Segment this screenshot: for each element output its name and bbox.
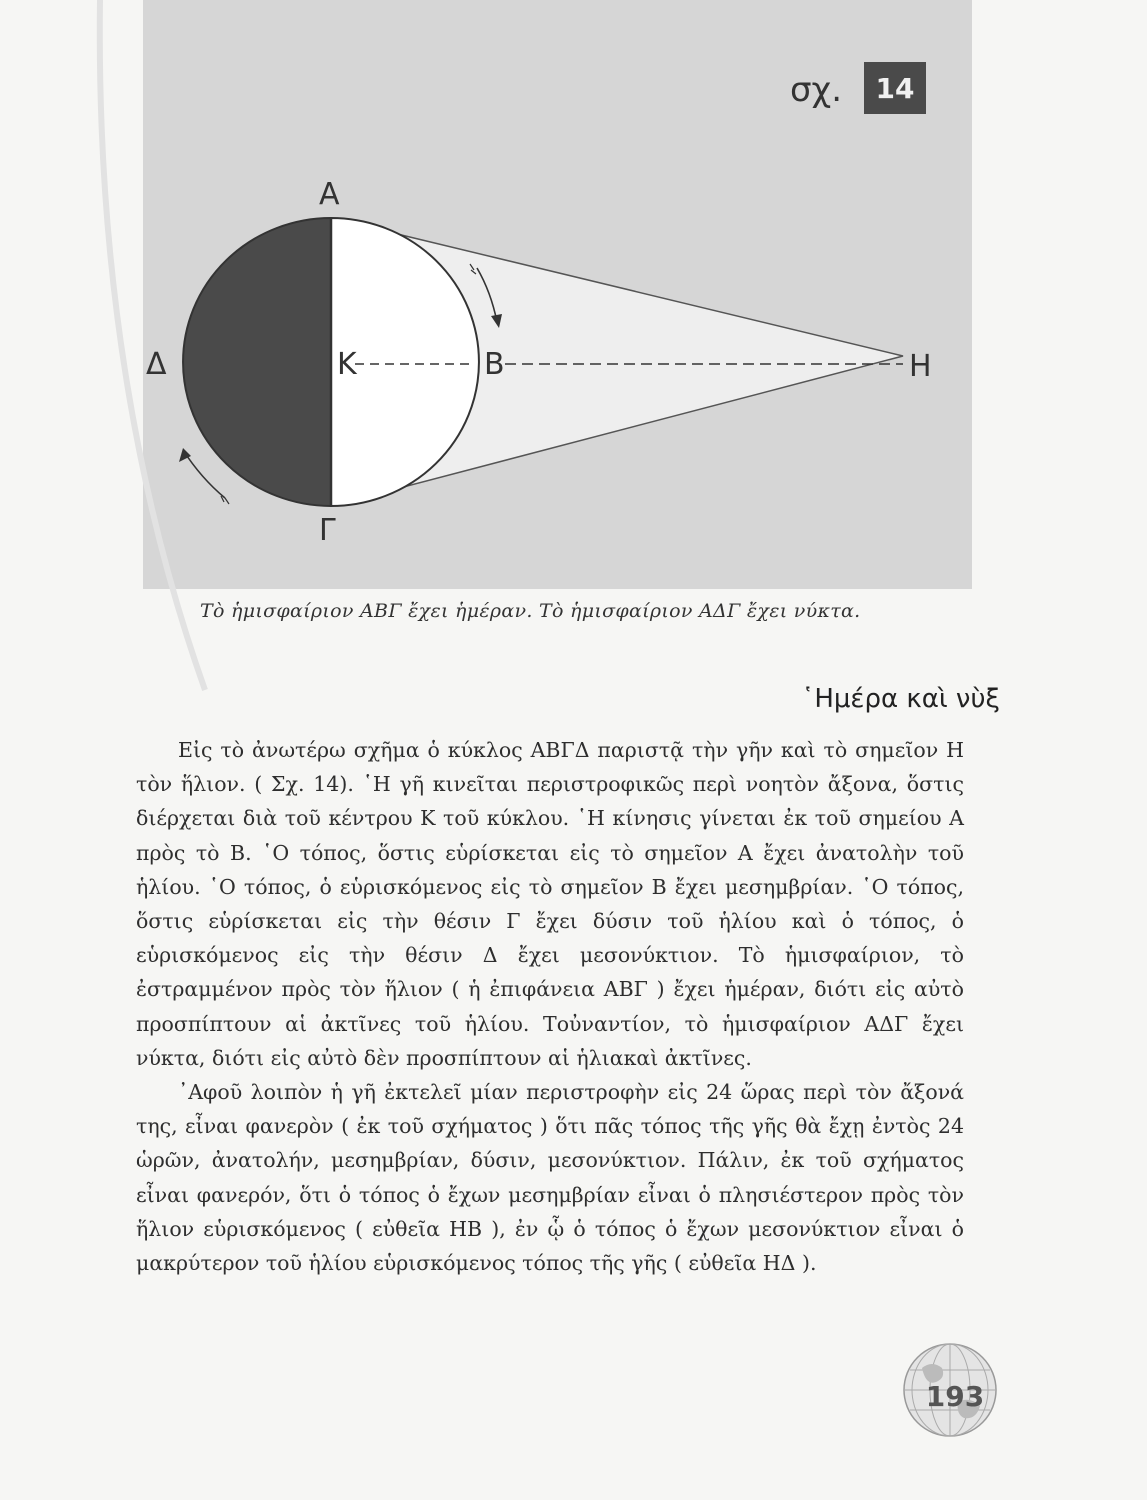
night-hemisphere: [183, 218, 331, 506]
body-text: [136, 733, 964, 1280]
point-k-label: Κ: [337, 347, 357, 382]
figure-14: [143, 0, 972, 589]
earth-sun-diagram: [143, 0, 972, 589]
page-number: 193: [925, 1380, 985, 1413]
point-g-label: Γ: [319, 513, 336, 548]
figure-caption: Τὸ ἡμισφαίριον ΑΒΓ ἔχει ἡμέραν. Τὸ ἡμισφαίριον ΑΔΓ ἔχει νύκτα.: [200, 600, 861, 622]
figure-number-badge: 14: [864, 62, 926, 114]
point-d-label: Δ: [146, 347, 167, 382]
point-a-label: Α: [319, 177, 340, 212]
paragraph: ᾿Αφοῦ λοιπὸν ἡ γῆ ἐκτελεῖ μίαν περιστροφὴν εἰς 24 ὥρας περὶ τὸν ἄξονά της, εἶναι φανερὸν ( ἐκ τοῦ σχήματος ) ὅτι πᾶς τόπος τῆς γῆς θὰ ἔχῃ ἐντὸς 24 ὡρῶν, ἀνατολήν, μεσημβρίαν, δύσιν, μεσονύκτιον. Πάλιν, ἐκ τοῦ σχήματος εἶναι φανερόν, ὅτι ὁ τόπος ὁ ἔχων μεσημβρίαν εἶναι ὁ πλησιέστερον πρὸς τὸν ἥλιον εὑρισκόμενος ( εὐθεῖα ΗΒ ), ἐν ᾧ ὁ τόπος ὁ ἔχων μεσονύκτιον εἶναι ὁ μακρύτερον τοῦ ἡλίου εὑρισκόμενος τόπος τῆς γῆς ( εὐθεῖα ΗΔ ).: [136, 1080, 964, 1276]
section-heading: ῾Ημέρα καὶ νὺξ: [801, 684, 1000, 714]
figure-label: σχ.: [790, 70, 842, 110]
point-b-label: Β: [484, 347, 505, 382]
point-h-label: Η: [909, 349, 932, 384]
paragraph: Εἰς τὸ ἀνωτέρω σχῆμα ὁ κύκλος ΑΒΓΔ παριστᾷ τὴν γῆν καὶ τὸ σημεῖον Η τὸν ἥλιον. ( Σχ. 14). ῾Η γῆ κινεῖται περιστροφικῶς περὶ νοητὸν ἄξονα, ὅστις διέρχεται διὰ τοῦ κέντρου Κ τοῦ κύκλου. ῾Η κίνησις γίνεται ἐκ τοῦ σημείου Α πρὸς τὸ Β. ῾Ο τόπος, ὅστις εὑρίσκεται εἰς τὸ σημεῖον Α ἔχει ἀνατολὴν τοῦ ἡλίου. ῾Ο τόπος, ὁ εὑρισκόμενος εἰς τὸ σημεῖον Β ἔχει μεσημβρίαν. ῾Ο τόπος, ὅστις εὑρίσκεται εἰς τὴν θέσιν Γ ἔχει δύσιν τοῦ ἡλίου καὶ ὁ τόπος, ὁ εὑρισκόμενος εἰς τὴν θέσιν Δ ἔχει μεσονύκτιον. Τὸ ἡμισφαίριον, τὸ ἐστραμμένον πρὸς τὸν ἥλιον ( ἡ ἐπιφάνεια ΑΒΓ ) ἔχει ἡμέραν, διότι εἰς αὐτὸ προσπίπτουν αἱ ἀκτῖνες τοῦ ἡλίου. Τοὐναντίον, τὸ ἡμισφαίριον ΑΔΓ ἔχει νύκτα, διότι εἰς αὐτὸ δὲν προσπίπτουν αἱ ἡλιακαὶ ἀκτῖνες.: [136, 738, 964, 1070]
